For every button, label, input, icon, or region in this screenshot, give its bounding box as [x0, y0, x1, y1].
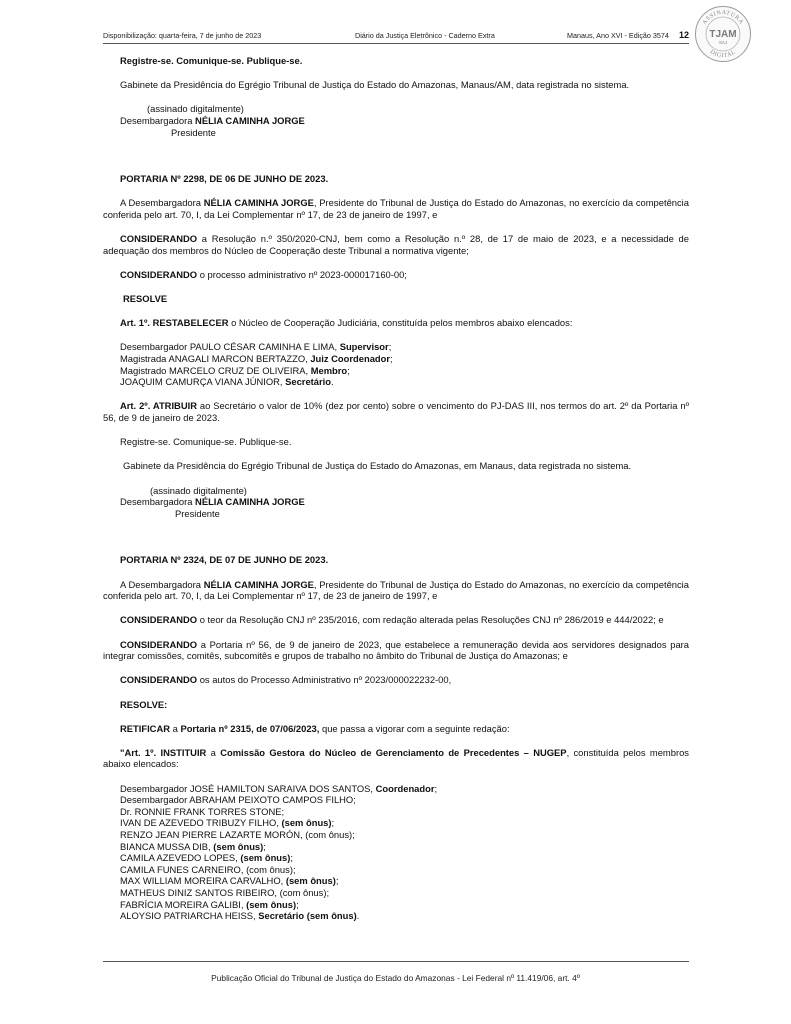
list-item: Magistrada ANAGALI MARCON BERTAZZO, Juiz Coordenador;	[120, 353, 393, 365]
list-item: RENZO JEAN PIERRE LAZARTE MORÓN, (com ônus);	[120, 829, 355, 841]
list-item: IVAN DE AZEVEDO TRIBUZY FILHO, (sem ônus);	[120, 817, 335, 829]
portaria-2324-retificar: RETIFICAR a Portaria nº 2315, de 07/06/2023, que passa a vigorar com a seguinte redação:	[120, 722, 510, 734]
header-date: Disponibilização: quarta-feira, 7 de junho de 2023	[103, 31, 262, 40]
seal-small-text: SAJ	[718, 40, 728, 45]
portaria-2324-title: PORTARIA Nº 2324, DE 07 DE JUNHO DE 2023.	[120, 554, 329, 566]
portaria-2324-resolve: RESOLVE:	[120, 698, 168, 710]
list-item: BIANCA MUSSA DIB, (sem ônus);	[120, 840, 266, 852]
seal-top-text: ASSINATURA	[701, 9, 745, 26]
list-item: CAMILA FUNES CARNEIRO, (com ônus);	[120, 863, 296, 875]
footer-rule	[103, 961, 689, 962]
portaria-2298-art2: Art. 2º. ATRIBUIR ao Secretário o valor de 10% (dez por cento) sobre o vencimento do PJ-DAS III, nos termos do art. 2º da Portaria nº 56, de 9 de janeiro de 2023.	[103, 400, 689, 424]
list-item: CAMILA AZEVEDO LOPES, (sem ônus);	[120, 852, 293, 864]
portaria-2298-considerando-1: CONSIDERANDO a Resolução n.º 350/2020-CNJ, bem como a Resolução n.º 28, de 17 de maio de 2023, e a necessidade de adequação dos membros do Núcleo de Cooperação deste Tribunal a normativa vigente;	[103, 233, 689, 256]
list-item: MATHEUS DINIZ SANTOS RIBEIRO, (com ônus);	[120, 887, 330, 898]
portaria-2324-considerando-1: CONSIDERANDO o teor da Resolução CNJ nº 235/2016, com redação alterada pelas Resoluções CNJ nº 286/2019 e 444/2022; e	[120, 614, 664, 626]
portaria-2298-considerando-2: CONSIDERANDO o processo administrativo nº 2023-000017160-00;	[120, 268, 407, 280]
seal-main-text: TJAM	[709, 29, 737, 40]
digital-signature-seal	[694, 5, 752, 63]
list-item: FABRÍCIA MOREIRA GALIBI, (sem ônus);	[120, 898, 299, 910]
list-item: ALOYSIO PATRIARCHA HEISS, Secretário (sem ônus).	[120, 910, 360, 922]
header-rule	[103, 43, 689, 44]
portaria-2324-member-list	[103, 783, 689, 922]
portaria-2298-resolve: RESOLVE	[123, 293, 168, 305]
signer-role-1: Presidente	[171, 126, 216, 138]
list-item: Desembargador PAULO CÉSAR CAMINHA E LIMA, Supervisor;	[120, 341, 392, 353]
portaria-2298-art1: Art. 1º. RESTABELECER o Núcleo de Cooperação Judiciária, constituída pelos membros abaixo elencados:	[120, 317, 573, 329]
list-item: MAX WILLIAM MOREIRA CARVALHO, (sem ônus);	[120, 875, 339, 887]
signer-line-1: Desembargadora NÉLIA CAMINHA JORGE	[120, 114, 305, 126]
portaria-2324-considerando-2: CONSIDERANDO a Portaria nº 56, de 9 de janeiro de 2023, que estabelece a remuneração devida aos servidores designados para integrar comissões, comitês, subcomitês e grupos de trabalho no âmbito do Tribunal de Justiça do Amazonas; e	[103, 638, 689, 662]
portaria-2298-title: PORTARIA Nº 2298, DE 06 DE JUNHO DE 2023.	[120, 173, 329, 185]
list-item: JOAQUIM CAMURÇA VIANA JÚNIOR, Secretário.	[120, 376, 334, 388]
footer-text: Publicação Oficial do Tribunal de Justiça do Estado do Amazonas - Lei Federal nº 11.419/06, art. 4º	[211, 973, 580, 983]
registre-line-1: Registre-se. Comunique-se. Publique-se.	[120, 55, 303, 66]
portaria-2324-art1: "Art. 1º. INSTITUIR a Comissão Gestora do Núcleo de Gerenciamento de Precedentes – NUGEP, constituída pelos membros abaixo elencados:	[103, 746, 689, 770]
signer-line-2: Desembargadora NÉLIA CAMINHA JORGE	[120, 496, 305, 508]
portaria-2324-considerando-3: CONSIDERANDO os autos do Processo Administrativo nº 2023/000022232-00,	[120, 674, 452, 686]
document-body	[103, 55, 689, 922]
seal-bottom-text: DIGITAL	[708, 49, 738, 60]
list-item: Desembargador JOSÉ HAMILTON SARAIVA DOS SANTOS, Coordenador;	[120, 782, 438, 794]
gabinete-line-2: Gabinete da Presidência do Egrégio Tribunal de Justiça do Estado do Amazonas, em Manaus, data registrada no sistema.	[123, 460, 632, 472]
header-journal-title: Diário da Justiça Eletrônico - Caderno Extra	[355, 31, 495, 40]
gabinete-line-1: Gabinete da Presidência do Egrégio Tribunal de Justiça do Estado do Amazonas, Manaus/AM, data registrada no sistema.	[120, 79, 630, 91]
signer-role-2: Presidente	[175, 507, 220, 519]
signed-line-2: (assinado digitalmente)	[150, 484, 247, 496]
page-number: 12	[679, 30, 690, 40]
registre-line-2: Registre-se. Comunique-se. Publique-se.	[120, 436, 292, 448]
list-item: Desembargador ABRAHAM PEIXOTO CAMPOS FILHO;	[120, 794, 356, 806]
list-item: Magistrado MARCELO CRUZ DE OLIVEIRA, Membro;	[120, 364, 350, 376]
portaria-2324-intro: A Desembargadora NÉLIA CAMINHA JORGE, Presidente do Tribunal de Justiça do Estado do Amazonas, no exercício da competência conferida pelo art. 70, I, da Lei Complementar nº 17, de 23 de janeiro de 1997, e	[103, 578, 689, 602]
portaria-2298-member-list	[103, 341, 689, 387]
signed-line-1: (assinado digitalmente)	[147, 103, 244, 115]
list-item: Dr. RONNIE FRANK TORRES STONE;	[120, 805, 285, 817]
header-edition: Manaus, Ano XVI - Edição 3574	[567, 31, 669, 40]
portaria-2298-intro: A Desembargadora NÉLIA CAMINHA JORGE, Presidente do Tribunal de Justiça do Estado do Amazonas, no exercício da competência conferida pelo art. 70, I, da Lei Complementar nº 17, de 23 de janeiro de 1997, e	[103, 197, 689, 220]
